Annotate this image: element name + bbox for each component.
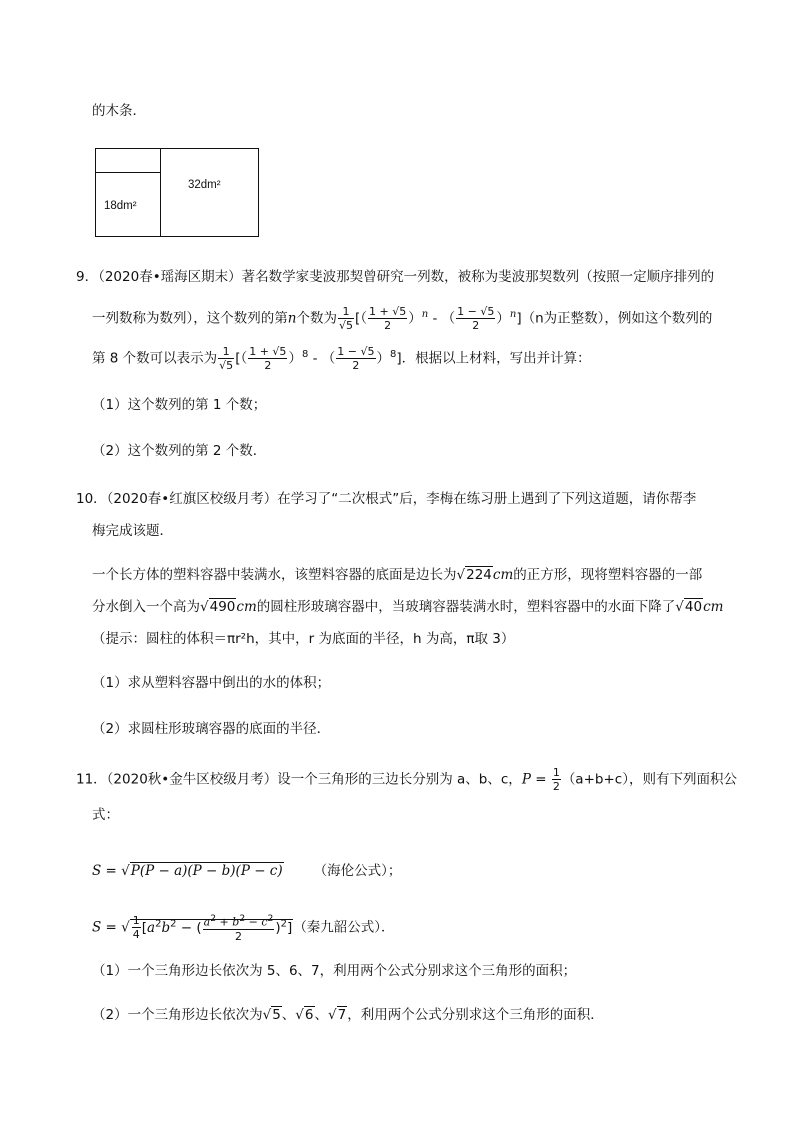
q10-stem: 10．（2020春•红旗区校级月考）在学习了“二次根式”后，李梅在练习册上遇到了下列这道题，请你帮李 bbox=[76, 491, 697, 507]
q9-sub2: （2）这个数列的第 2 个数． bbox=[92, 443, 267, 459]
q10-sub1: （1）求从塑料容器中倒出的水的体积； bbox=[92, 675, 331, 691]
continued-text: 的木条． bbox=[92, 103, 146, 119]
q11-sub2: （2）一个三角形边长依次为√5、√6、√7，利用两个公式分别求这个三角形的面积． bbox=[92, 1007, 604, 1023]
divider-line bbox=[160, 148, 161, 237]
q9-sub1: （1）这个数列的第 1 个数； bbox=[92, 397, 267, 413]
q10-sub2: （2）求圆柱形玻璃容器的底面的半径． bbox=[92, 721, 331, 737]
q10-para1: 一个长方体的塑料容器中装满水，该塑料容器的底面是边长为√224cm的正方形，现将塑料容器的一部 bbox=[92, 567, 703, 583]
q11-sub1: （1）一个三角形边长依次为 5、6、7，利用两个公式分别求这个三角形的面积； bbox=[92, 963, 577, 979]
q9-example-line: 第 8 个数可以表示为 $\frac{1}{√5}$ [（ $\frac{1 + √5}{2}$ ）$^8$ - （ $\frac{1 - √5}{2}$ ）$^8$]．根据以上材料，写出并计算： bbox=[92, 345, 591, 372]
q9-formula-line: 一列数称为数列），这个数列的第n个数为 $\frac{1}{√5}$ [（ $\frac{1 + √5}{2}$ ）$^n$ - （ $\frac{1 - √5}{2}$ ）$^n$]（n为正整数），例如这个数列的 bbox=[92, 305, 713, 332]
q10-stem-cont: 梅完成该题． bbox=[92, 523, 173, 539]
q11-stem: 11．（2020秋•金牛区校级月考）设一个三角形的三边长分别为 a、b、c，P = $\frac{1}{2}$ （a+b+c），则有下列面积公 bbox=[76, 766, 737, 793]
q11-stem-cont: 式： bbox=[92, 807, 119, 823]
q10-para2: 分水倒入一个高为√490cm的圆柱形玻璃容器中，当玻璃容器装满水时，塑料容器中的水面下降了√40cm bbox=[92, 599, 724, 615]
qin-formula: S = √ $\frac{1}{4}$ [$a^2b^2$ − ( $\frac{a^2 + b^2 - c^2}{2}$ )$^2$]（秦九韶公式）． bbox=[92, 913, 395, 943]
outer-rectangle bbox=[95, 148, 259, 237]
divider-line bbox=[95, 172, 160, 173]
large-square-label: 32dm² bbox=[188, 179, 221, 191]
q10-hint: （提示：圆柱的体积＝πr²h，其中，r 为底面的半径，h 为高，π取 3） bbox=[92, 631, 515, 647]
q9-stem: 9．（2020春•瑶海区期末）著名数学家斐波那契曾研究一列数，被称为斐波那契数列（按照一定顺序排列的 bbox=[76, 269, 715, 285]
heron-formula: S = √P(P − a)(P − b)(P − c) （海伦公式）； bbox=[92, 863, 402, 879]
small-square-label: 18dm² bbox=[104, 200, 137, 212]
